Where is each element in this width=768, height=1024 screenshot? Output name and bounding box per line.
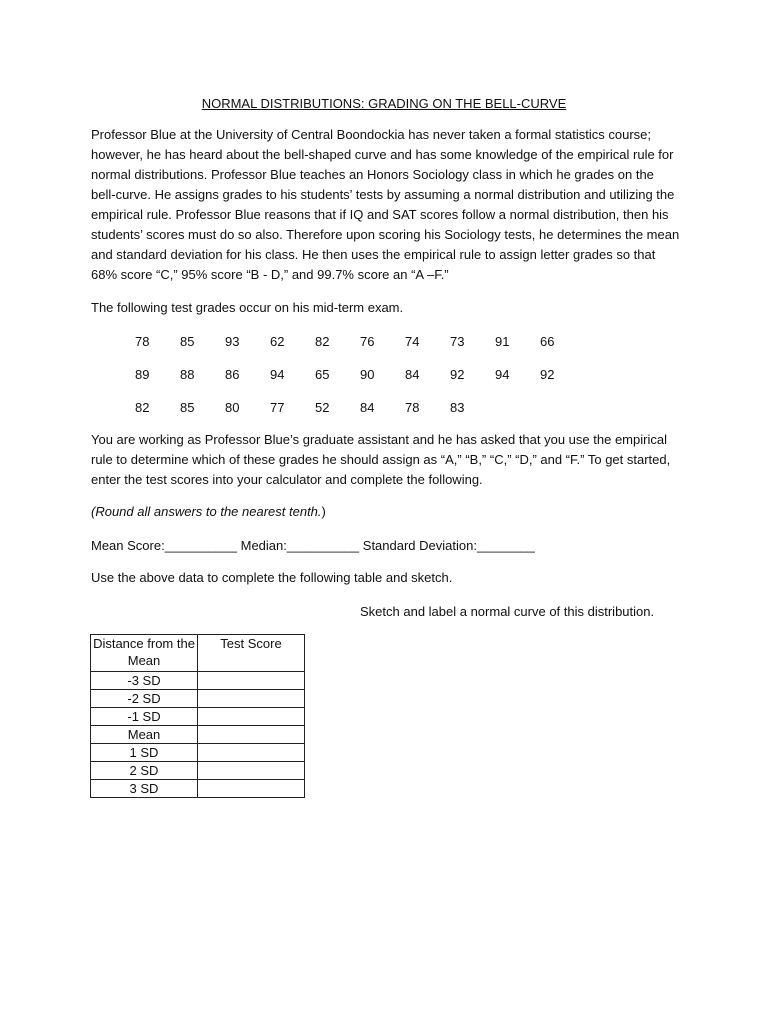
table-row: [91, 744, 305, 762]
table-row: [91, 708, 305, 726]
row-label: -2 SD: [91, 690, 198, 708]
rounding-note-text: (Round all answers to the nearest tenth.: [91, 504, 322, 519]
table-row: [91, 780, 305, 798]
grades-lead-text: The following test grades occur on his mid-term exam.: [91, 300, 404, 315]
grade-value: 92: [540, 367, 555, 382]
row-label: -3 SD: [91, 672, 198, 690]
grade-value: 86: [225, 367, 240, 382]
grade-value: 94: [495, 367, 510, 382]
grades-row: [135, 398, 585, 431]
test-score-cell: [198, 672, 305, 690]
grade-value: 78: [405, 400, 420, 415]
test-score-cell: [198, 690, 305, 708]
grade-value: 77: [270, 400, 285, 415]
grade-value: 88: [180, 367, 195, 382]
row-label: 3 SD: [91, 780, 198, 798]
grade-value: 92: [450, 367, 465, 382]
row-label: Mean: [91, 726, 198, 744]
table-row: [91, 726, 305, 744]
test-score-cell: [198, 744, 305, 762]
grades-grid: [135, 332, 585, 431]
grade-value: 82: [135, 400, 150, 415]
grade-value: 78: [135, 334, 150, 349]
page-title: NORMAL DISTRIBUTIONS: GRADING ON THE BELL-CURVE: [201, 96, 567, 111]
row-label: 2 SD: [91, 762, 198, 780]
grade-value: 66: [540, 334, 555, 349]
grade-value: 91: [495, 334, 510, 349]
grade-value: 83: [450, 400, 465, 415]
grade-value: 94: [270, 367, 285, 382]
grades-row: [135, 332, 585, 365]
test-score-cell: [198, 762, 305, 780]
grade-value: 74: [405, 334, 420, 349]
test-score-cell: [198, 780, 305, 798]
table-row: [91, 672, 305, 690]
header-test-score: Test Score: [198, 635, 305, 672]
grade-value: 62: [270, 334, 285, 349]
grade-value: 85: [180, 400, 195, 415]
sd-table-header: [91, 635, 305, 672]
grade-value: 80: [225, 400, 240, 415]
test-score-cell: [198, 708, 305, 726]
grade-value: 93: [225, 334, 240, 349]
grade-value: 85: [180, 334, 195, 349]
sketch-instruction: Sketch and label a normal curve of this distribution.: [360, 604, 655, 619]
grade-value: 84: [360, 400, 375, 415]
header-distance: Distance from the Mean: [91, 635, 198, 672]
row-label: -1 SD: [91, 708, 198, 726]
grade-value: 82: [315, 334, 330, 349]
grade-value: 90: [360, 367, 375, 382]
table-row: [91, 690, 305, 708]
grade-value: 65: [315, 367, 330, 382]
rounding-note: [91, 502, 681, 522]
grade-value: 89: [135, 367, 150, 382]
grade-value: 84: [405, 367, 420, 382]
grade-value: 52: [315, 400, 330, 415]
table-instruction: Use the above data to complete the following table and sketch.: [91, 570, 453, 585]
statistics-blanks: Mean Score:__________ Median:__________ Standard Deviation:________: [91, 538, 535, 553]
table-row: [91, 762, 305, 780]
sd-table: [90, 634, 305, 798]
test-score-cell: [198, 726, 305, 744]
grade-value: 73: [450, 334, 465, 349]
intro-paragraph: Professor Blue at the University of Central Boondockia has never taken a formal statistics course; however, he has heard about the bell-shaped curve and has some knowledge of the empirical rule for normal distributions. Professor Blue teaches an Honors Sociology class in which he grades on the bell-curve. He assigns grades to his students’ tests by assuming a normal distribution and utilizing the empirical rule. Professor Blue reasons that if IQ and SAT scores follow a normal distribution, then his students’ scores must do so also. Therefore upon scoring his Sociology tests, he determines the mean and standard deviation for his class. He then uses the empirical rule to assign letter grades so that 68% score “C,” 95% score “B - D,” and 99.7% score an “A –F.”: [91, 127, 680, 282]
grade-value: 76: [360, 334, 375, 349]
grades-row: [135, 365, 585, 398]
assistant-paragraph: You are working as Professor Blue’s graduate assistant and he has asked that you use the empirical rule to determine which of these grades he should assign as “A,” “B,” “C,” “D,” and “F.” To get started, enter the test scores into your calculator and complete the following.: [91, 432, 671, 487]
rounding-note-close: ): [321, 504, 326, 519]
row-label: 1 SD: [91, 744, 198, 762]
